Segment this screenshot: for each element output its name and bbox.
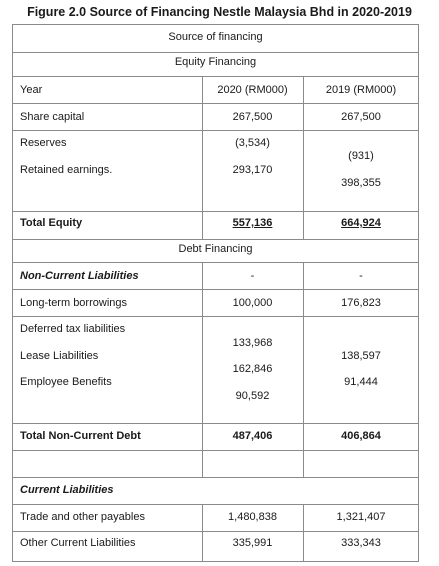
current-liabilities-heading: Current Liabilities: [20, 484, 114, 496]
rule: [13, 211, 418, 212]
long-term-borrowings-2019: 176,823: [341, 297, 381, 309]
total-equity-2020: 557,136: [232, 217, 273, 229]
column-2019-header: 2019 (RM000): [325, 84, 397, 96]
debt-section-heading: Debt Financing: [178, 243, 253, 255]
year-label: Year: [20, 84, 43, 96]
column-divider: [303, 262, 304, 477]
non-current-2019-value: 91,444: [344, 376, 378, 388]
rule: [13, 103, 418, 104]
non-current-liabilities-heading: Non-Current Liabilities: [20, 270, 139, 282]
rule: [13, 130, 418, 131]
equity-section-heading: Equity Financing: [174, 56, 257, 68]
total-equity-2019: 664,924: [341, 217, 381, 229]
financing-table: [12, 24, 419, 562]
total-non-current-debt-2019: 406,864: [341, 430, 381, 442]
rule: [13, 423, 418, 424]
total-equity-label: Total Equity: [20, 217, 83, 229]
other-current-liabilities-label: Other Current Liabilities: [20, 537, 136, 549]
deferred-tax-label: Deferred tax liabilities: [20, 323, 126, 335]
reserves-2020: (3,534): [235, 137, 270, 149]
total-non-current-debt-label: Total Non-Current Debt: [20, 430, 141, 442]
reserves-2019: (931): [348, 150, 374, 162]
trade-payables-2019: 1,321,407: [336, 511, 386, 523]
rule: [13, 262, 418, 263]
total-non-current-debt-2020: 487,406: [232, 430, 273, 442]
non-current-2020-value: 133,968: [232, 337, 273, 349]
figure-title: Figure 2.0 Source of Financing Nestle Malaysia Bhd in 2020-2019: [27, 5, 412, 19]
column-2020-header: 2020 (RM000): [217, 84, 288, 96]
rule: [13, 477, 418, 478]
reserves-label: Reserves: [20, 137, 67, 149]
share-capital-2019: 267,500: [341, 111, 381, 123]
non-current-2019-value: 138,597: [341, 350, 381, 362]
share-capital-label: Share capital: [20, 111, 85, 123]
rule: [13, 289, 418, 290]
retained-earnings-2020: 293,170: [232, 164, 273, 176]
rule: [13, 531, 418, 532]
rule: [13, 450, 418, 451]
rule: [13, 504, 418, 505]
long-term-borrowings-label: Long-term borrowings: [20, 297, 127, 309]
other-current-liabilities-2019: 333,343: [341, 537, 381, 549]
trade-payables-2020: 1,480,838: [228, 511, 277, 523]
non-current-2019-dash: -: [359, 270, 363, 282]
column-divider: [202, 76, 203, 239]
non-current-2020-dash: -: [250, 270, 255, 282]
table-heading: Source of financing: [168, 31, 263, 43]
rule: [13, 52, 418, 53]
rule: [13, 316, 418, 317]
non-current-2020-value: 90,592: [235, 390, 270, 402]
rule: [13, 76, 418, 77]
lease-liabilities-label: Lease Liabilities: [20, 350, 99, 362]
non-current-2020-value: 162,846: [232, 363, 273, 375]
trade-payables-label: Trade and other payables: [20, 511, 145, 523]
long-term-borrowings-2020: 100,000: [232, 297, 273, 309]
rule: [13, 239, 418, 240]
employee-benefits-label: Employee Benefits: [20, 376, 112, 388]
retained-earnings-label: Retained earnings.: [20, 164, 113, 176]
retained-earnings-2019: 398,355: [341, 177, 381, 189]
other-current-liabilities-2020: 335,991: [232, 537, 273, 549]
share-capital-2020: 267,500: [232, 111, 273, 123]
